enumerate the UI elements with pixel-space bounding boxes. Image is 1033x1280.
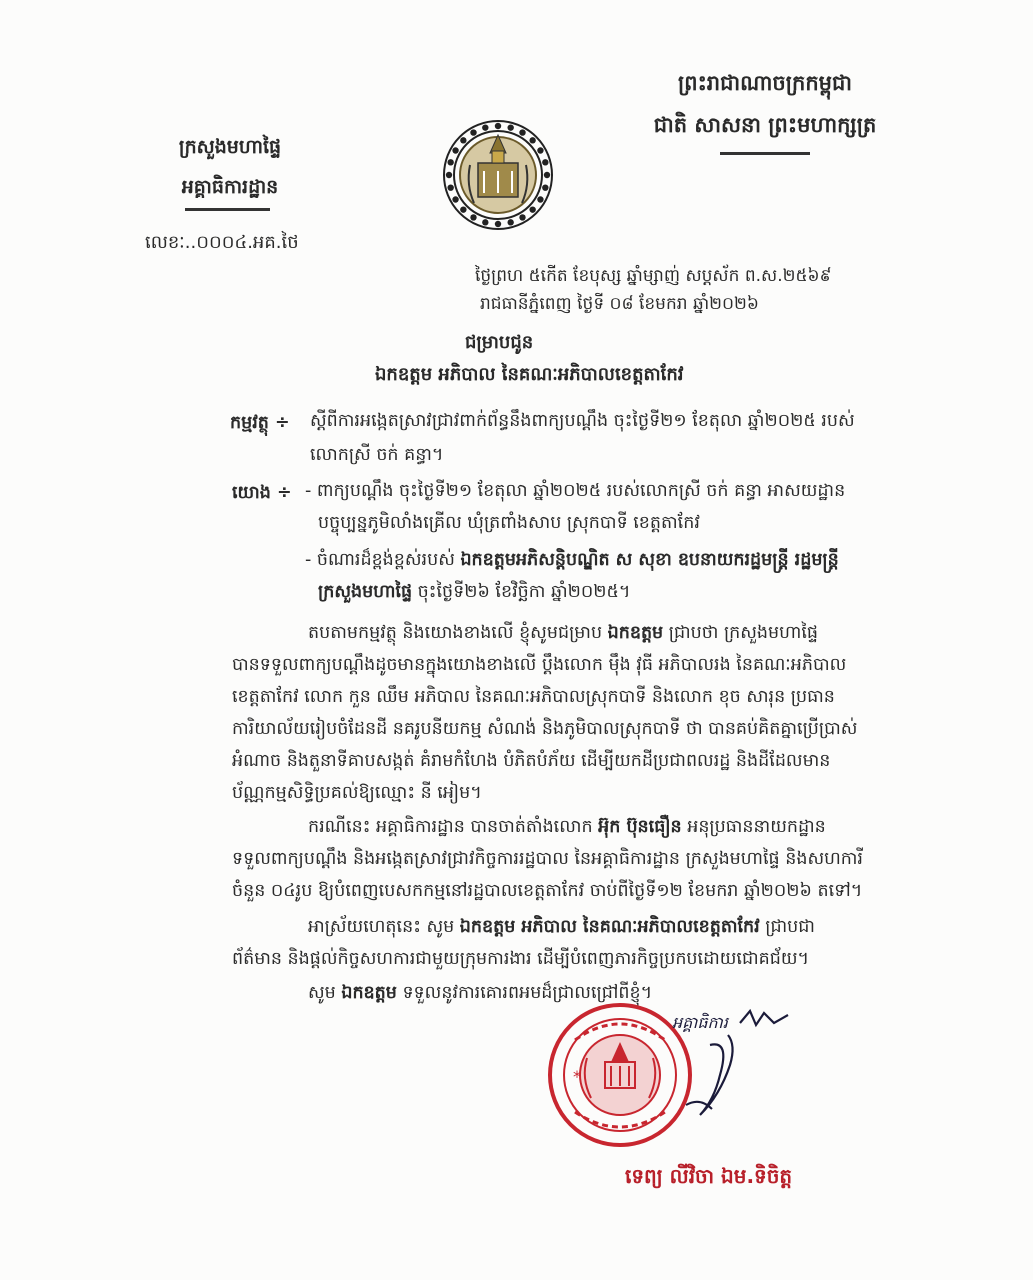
official-name: ទេព្យ លីវិចា ឯម.ទិចិត្ត <box>625 1164 793 1188</box>
emblem-ray <box>460 206 466 212</box>
paragraph-line: ចំនួន ០៤រូប ឱ្យបំពេញបេសកកម្មនៅរដ្ឋបាលខេត្តតាកែវ ចាប់ពីថ្ងៃទី១២ ខែមករា ឆ្នាំ២០២៦ តទៅ។ <box>232 881 863 901</box>
lunar-date: ថ្ងៃព្រហ ៥កើត ខែបុស្ស ឆ្នាំម្សាញ់ សប្តស័ក ព.ស.២៥៦៩ <box>475 266 832 286</box>
paragraph-line: ករណីនេះ អគ្គាធិការដ្ឋាន បានចាត់តាំងលោក អ៊ុក ប៊ុនធឿន អនុប្រធាននាយកដ្ឋាន <box>308 817 826 837</box>
paragraph-line: ទទួលពាក្យបណ្តឹង និងអង្កេតស្រាវជ្រាវកិច្ចការរដ្ឋបាល នៃអគ្គាធិការដ្ឋាន ក្រសួងមហាផ្ទៃ និងសហការី <box>232 849 863 869</box>
kingdom-title: ព្រះរាជាណាចក្រកម្ពុជា <box>677 71 852 95</box>
emblem-ray <box>537 147 543 153</box>
emblem-ray <box>470 214 476 220</box>
paragraph-line: អាស្រ័យហេតុនេះ សូម ឯកឧត្តម អភិបាល នៃគណៈអភិបាលខេត្តតាកែវ ជ្រាបជា <box>308 917 815 937</box>
emblem-ray <box>507 124 513 130</box>
emblem-ray <box>542 184 548 190</box>
emblem-ray <box>447 159 453 165</box>
emblem-ray <box>544 172 550 178</box>
emblem-ray <box>519 214 525 220</box>
emblem-ray <box>460 137 466 143</box>
paragraph-line: ប័ណ្ណកម្មសិទ្ធិប្រគល់ឱ្យឈ្មោះ នី អៀម។ <box>232 783 482 803</box>
paragraph-line: បានទទួលពាក្យបណ្តឹងដូចមានក្នុងយោងខាងលើ ប្តឹងលោក ម៉ឹង វុធី អភិបាលរង នៃគណៈអភិបាល <box>232 655 847 675</box>
recipient-heading: ជម្រាបជូន <box>465 332 534 353</box>
subject-line: ស្តីពីការអង្កេតស្រាវជ្រាវពាក់ព័ន្ធនឹងពាក្យបណ្តឹង ចុះថ្ងៃទី២១ ខែតុលា ឆ្នាំ២០២៥ របស់ <box>310 411 855 431</box>
closing-line: សូម ឯកឧត្តម ទទួលនូវការគោរពអមដ៏ជ្រាលជ្រៅពីខ្ញុំ។ <box>308 983 653 1003</box>
subject-label: កម្មវត្ថុ ÷ <box>230 413 290 433</box>
paragraph-line: ខេត្តតាកែវ លោក កួន ឈឹម អភិបាល នៃគណៈអភិបាលស្រុកបាទី និងលោក ខុច សារុន ប្រធាន <box>232 687 835 707</box>
emblem-ray <box>495 123 501 129</box>
emblem-ray <box>447 184 453 190</box>
document-number: លេខៈ..០០០៤.អគ.ថៃ <box>145 232 299 253</box>
paragraph-line: អំណាច និងតួនាទីគាបសង្កត់ គំរាមកំហែង បំភិតបំភ័យ ដើម្បីយកដីប្រជាពលរដ្ឋ និងដីដែលមាន <box>232 751 831 771</box>
subject-line: លោកស្រី ចក់ គន្ធា។ <box>310 445 444 465</box>
emblem-ray <box>452 147 458 153</box>
emblem-ray <box>507 219 513 225</box>
emblem-ray <box>470 129 476 135</box>
reference-item: - ចំណារដ៏ខ្ពង់ខ្ពស់របស់ ឯកឧត្តមអភិសន្តិបណ្ឌិត ស សុខា ឧបនាយករដ្ឋមន្ត្រី រដ្ឋមន្ត្រី <box>305 550 839 570</box>
emblem-ray <box>542 159 548 165</box>
ministry-name: ក្រសួងមហាផ្ទៃ <box>178 136 282 158</box>
emblem-ray <box>537 196 543 202</box>
svg-text:*: * <box>573 1067 581 1086</box>
emblem-ray <box>519 129 525 135</box>
recipient-name: ឯកឧត្តម អភិបាល នៃគណៈអភិបាលខេត្តតាកែវ <box>375 364 684 385</box>
paragraph-line: ព័ត៌មាន និងផ្តល់កិច្ចសហការជាមួយក្រុមការងារ ដើម្បីបំពេញភារកិច្ចប្រកបដោយជោគជ័យ។ <box>232 949 810 969</box>
reference-item: ក្រសួងមហាផ្ទៃ ចុះថ្ងៃទី២៦ ខែវិច្ឆិកា ឆ្នាំ២០២៥។ <box>318 582 631 602</box>
emblem-ray <box>495 221 501 227</box>
emblem-ray <box>482 124 488 130</box>
reference-item: - ពាក្យបណ្តឹង ចុះថ្ងៃទី២១ ខែតុលា ឆ្នាំ២០២៥ របស់លោកស្រី ចក់ គន្ធា អាសយដ្ឋាន <box>305 481 846 501</box>
solar-date: រាជធានីភ្នំពេញ ថ្ងៃទី ០៨ ខែមករា ឆ្នាំ២០២៦ <box>480 294 759 314</box>
royal-emblem-icon <box>440 105 556 243</box>
emblem-ray <box>446 172 452 178</box>
signatory-title: អគ្គាធិការ <box>672 1013 728 1032</box>
emblem-ray <box>482 219 488 225</box>
motto-divider <box>720 152 810 155</box>
reference-label: យោង ÷ <box>232 483 292 503</box>
department-name: អគ្គាធិការដ្ឋាន <box>181 176 279 198</box>
paragraph-line: តបតាមកម្មវត្ថុ និងយោងខាងលើ ខ្ញុំសូមជម្រាប ឯកឧត្តម ជ្រាបថា ក្រសួងមហាផ្ទៃ <box>308 623 819 643</box>
emblem-ray <box>529 137 535 143</box>
national-motto: ជាតិ សាសនា ព្រះមហាក្សត្រ <box>653 113 877 137</box>
paragraph-line: ការិយាល័យរៀបចំដែនដី នគរូបនីយកម្ម សំណង់ និងភូមិបាលស្រុកបាទី ថា បានគប់គិតគ្នាប្រើប្រាស់ <box>232 719 858 739</box>
department-divider <box>185 208 270 211</box>
handwritten-signature-icon <box>670 1005 830 1125</box>
emblem-ray <box>529 206 535 212</box>
emblem-ray <box>452 196 458 202</box>
reference-item: បច្ចុប្បន្នភូមិលាំងគ្រើល ឃុំត្រពាំងសាប ស្រុកបាទី ខេត្តតាកែវ <box>318 513 700 533</box>
